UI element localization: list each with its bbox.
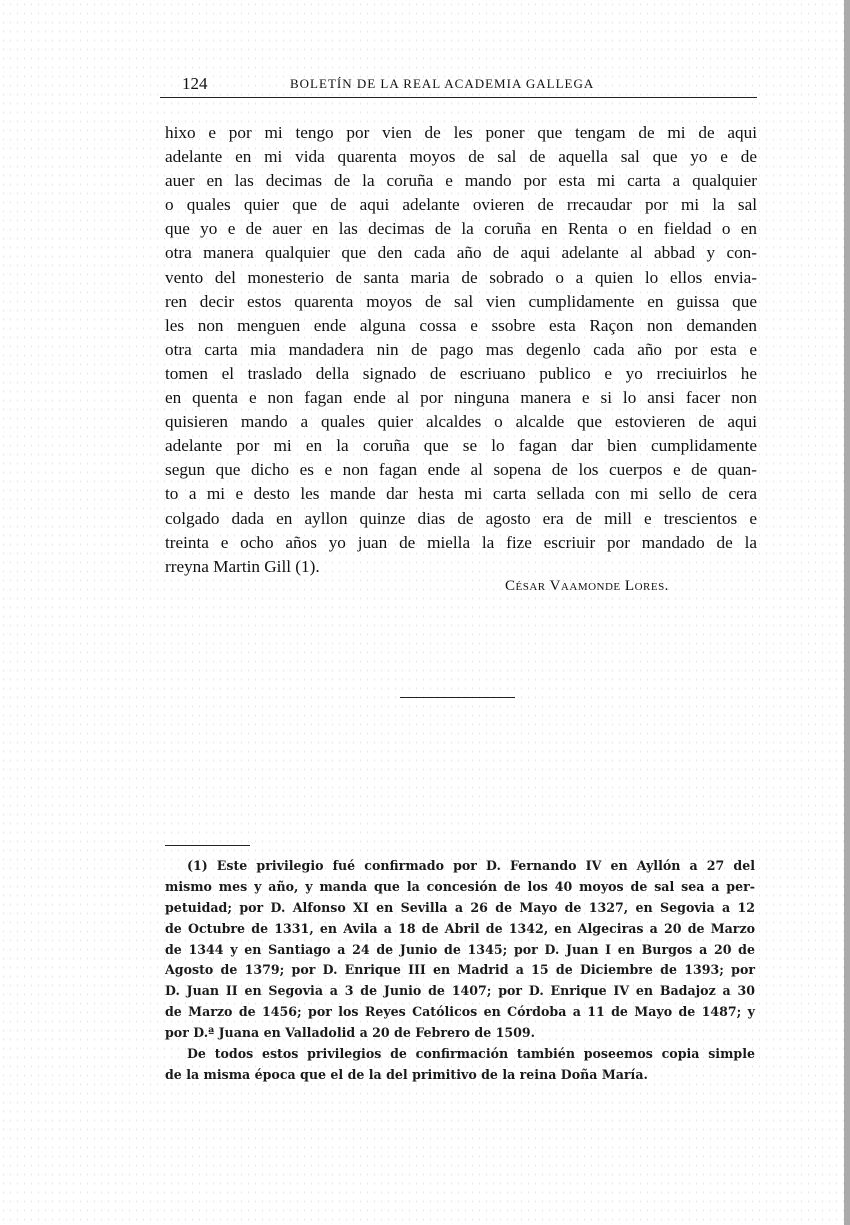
footnote-line: de la misma época que el de la del primitivo de la reina Doña María. — [165, 1066, 648, 1082]
text-line: o quales quier que de aqui adelante ovieren de rrecaudar por mi la sal — [165, 195, 757, 215]
text-line: auer en las decimas de la coruña e mando por esta mi carta a qualquier — [165, 171, 757, 191]
text-line: otra carta mia mandadera nin de pago mas degenlo cada año por esta e — [165, 339, 757, 359]
text-line: vento del monesterio de santa maria de sobrado o a quien lo ellos envia- — [165, 267, 757, 287]
text-line: rreyna Martin Gill (1). — [165, 556, 320, 576]
footnote-line: de 1344 y en Santiago a 24 de Junio de 1345; por D. Juan I en Burgos a 20 de — [165, 941, 755, 957]
text-line: adelante por mi en la coruña que se lo fagan dar bien cumplidamente — [165, 436, 757, 456]
text-line: que yo e de auer en las decimas de la coruña en Renta o en fieldad o en — [165, 219, 757, 239]
section-separator — [400, 697, 515, 698]
footnote-line: de Marzo de 1456; por los Reyes Católicos en Córdoba a 11 de Mayo de 1487; y — [165, 1004, 755, 1020]
text-line: en quenta e non fagan ende al por ninguna manera e si lo ansi facer non — [165, 388, 757, 408]
running-title: BOLETÍN DE LA REAL ACADEMIA GALLEGA — [290, 76, 595, 91]
footnote-line: De todos estos privilegios de confirmación también poseemos copia simple — [187, 1046, 755, 1062]
text-line: tomen el traslado della signado de escriuano publico e yo rreciuirlos he — [165, 363, 757, 383]
text-line: to a mi e desto les mande dar hesta mi carta sellada con mi sello de cera — [165, 484, 757, 504]
scan-edge — [844, 0, 850, 1225]
page-header — [160, 72, 757, 96]
text-line: ren decir estos quarenta moyos de sal vien cumplidamente en guissa que — [165, 291, 757, 311]
footnote-line: (1) Este privilegio fué confirmado por D. Fernando IV en Ayllón a 27 del — [187, 858, 755, 873]
author-signature: César Vaamonde Lores. — [505, 578, 669, 594]
text-line: otra manera qualquier que den cada año de aqui adelante al abbad y con- — [165, 243, 757, 263]
footnote-line: Agosto de 1379; por D. Enrique III en Madrid a 15 de Diciembre de 1393; por — [165, 962, 755, 978]
text-line: les non menguen ende alguna cossa e ssobre esta Raçon non demanden — [165, 315, 757, 335]
text-line: adelante en mi vida quarenta moyos de sal de aquella sal que yo e de — [165, 147, 757, 167]
footnote-line: de Octubre de 1331, en Avila a 18 de Abril de 1342, en Algeciras a 20 de Marzo — [165, 920, 755, 936]
header-rule — [160, 97, 757, 98]
footnotes — [165, 856, 755, 1086]
text-line: treinta e ocho años yo juan de miella la fize escriuir por mandado de la — [165, 532, 757, 552]
text-line: quisieren mando a quales quier alcaldes o alcalde que estovieren de aqui — [165, 412, 757, 432]
body-text — [165, 121, 757, 579]
footnote-line: petuidad; por D. Alfonso XI en Sevilla a 26 de Mayo de 1327, en Segovia a 12 — [165, 899, 755, 915]
footnote-line: por D.ª Juana en Valladolid a 20 de Febrero de 1509. — [165, 1025, 536, 1041]
footnote-line: mismo mes y año, y manda que la concesión de los 40 moyos de sal sea a per- — [165, 878, 755, 894]
text-line: hixo e por mi tengo por vien de les poner que tengam de mi de aqui — [165, 123, 757, 142]
footnote-line: D. Juan II en Segovia a 3 de Junio de 1407; por D. Enrique IV en Badajoz a 30 — [165, 983, 755, 999]
page-number: 124 — [182, 74, 208, 93]
text-line: segun que dicho es e non fagan ende al sopena de los cuerpos e de quan- — [165, 460, 757, 480]
text-line: colgado dada en ayllon quinze dias de agosto era de mill e trescientos e — [165, 508, 757, 528]
footnote-rule — [165, 845, 250, 846]
